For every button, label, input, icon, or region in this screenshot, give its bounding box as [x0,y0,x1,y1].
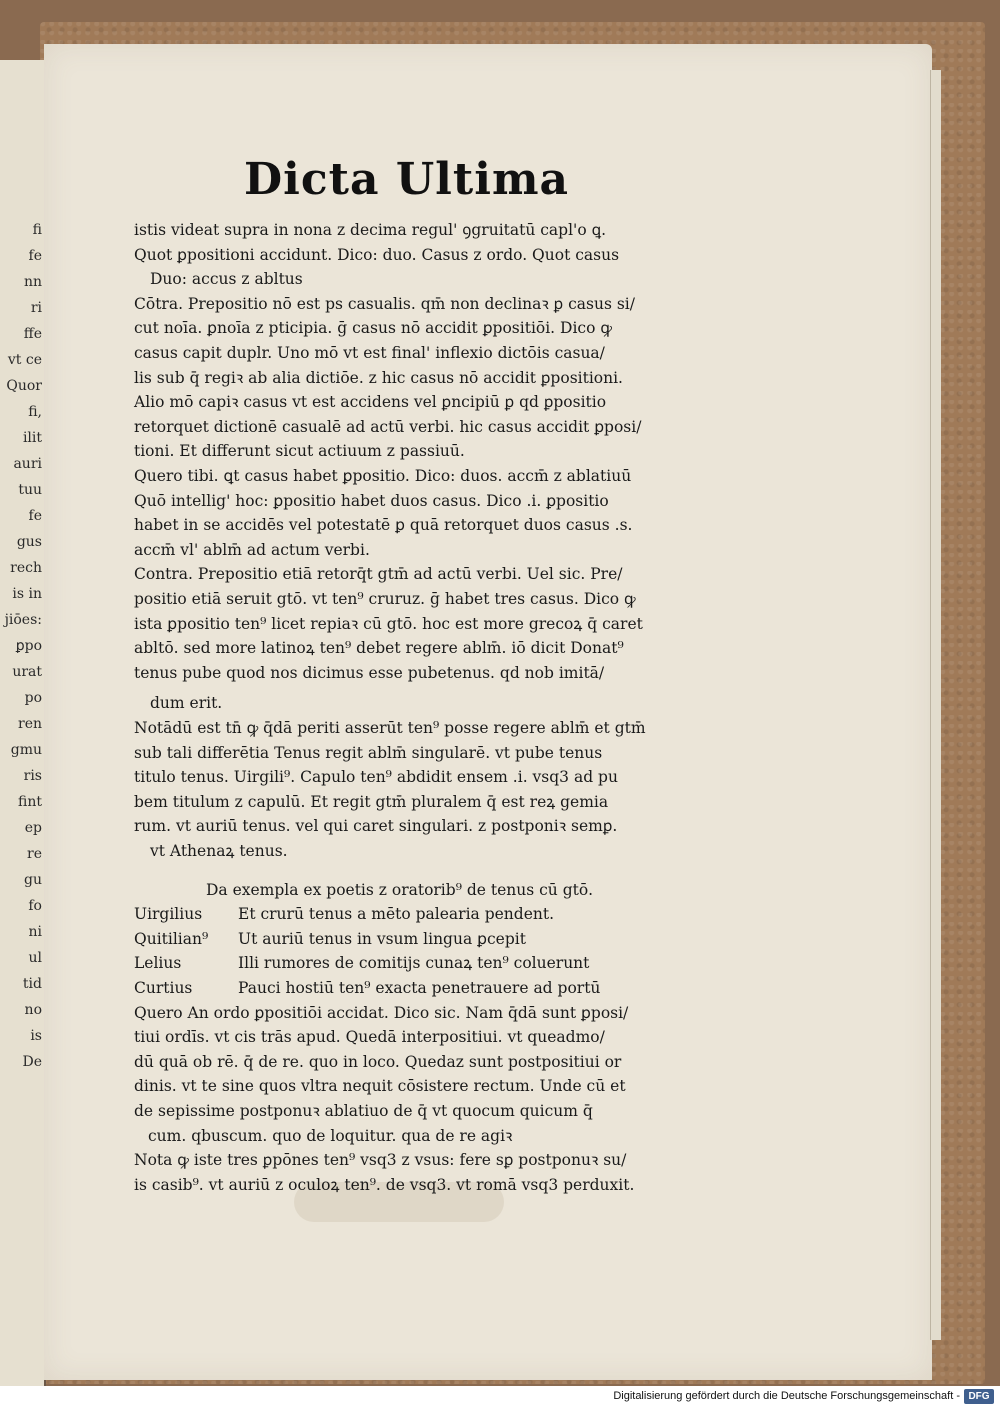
text-line: istis videat supra in nona z decima regul' ꝯgruitatū capl'o ꝗ. [134,221,607,239]
text-line: habet in se accidēs vel potestatē ꝑ quā retorquet duos casus .s. [134,516,633,535]
text-line: de sepissime postponuꝛ ablatiuo de q̄ vt quocum quicum q̄ [134,1102,593,1120]
text-line: cut noīa. ꝑnoīa z pticipia. ḡ casus nō accidit ꝑpositiōi. Dico ꝙ [134,319,613,338]
text-line: Quot ꝑpositioni accidunt. Dico: duo. Casus z ordo. Quot casus [134,245,620,264]
left-page-fragment: ep [24,820,42,836]
text-line: Notādū est tn̄ ꝙ q̄dā periti asserūt ten⁹ posse regere ablm̄ et gtm̄ [134,719,646,737]
text-line: ista ꝑpositio ten⁹ licet repiaꝛ cū gtō. hoc est more grecoꝝ q̄ caret [134,614,643,633]
example-author: Uirgilius [134,905,203,924]
left-page-fragment: vt ce [7,352,42,368]
text-line: titulo tenus. Uirgili⁹. Capulo ten⁹ abdidit ensem .i. vsq3 ad pu [134,768,618,787]
text-line: dū quā ob rē. q̄ de re. quo in loco. Quedaz sunt postpositiui or [134,1052,622,1071]
text-line: Quero An ordo ꝑpositiōi accidat. Dico sic. Nam q̄dā sunt ꝑposi/ [134,1003,629,1022]
text-line: abltō. sed more latinoꝝ ten⁹ debet regere ablm̄. iō dicit Donat⁹ [134,639,624,658]
text-line: Quero tibi. ꝗt casus habet ꝑpositio. Dico: duos. accm̄ z ablatiuū [134,467,632,485]
text-line: is casib⁹. vt auriū z oculoꝝ ten⁹. de vsq3. vt romā vsq3 perduxit. [134,1175,635,1194]
text-line: Nota ꝙ iste tres ꝑpōnes ten⁹ vsq3 z vsus: fere sꝑ postponuꝛ su/ [134,1151,627,1170]
left-page-fragment: fe [28,248,42,264]
footer-bar [0,1386,1000,1408]
left-page-fragment: fint [18,794,42,810]
example-quote: Et crurū tenus a mēto palearia pendent. [238,905,555,924]
text-line: bem titulum z capulū. Et regit gtm̄ pluralem q̄ est reꝝ gemia [134,792,609,811]
left-page-fragment: ꝑpo [15,638,42,654]
text-line: cum. qbuscum. quo de loquitur. qua de re agiꝛ [148,1126,513,1145]
text-line: Da exempla ex poetis z oratorib⁹ de tenus cū gtō. [206,880,594,899]
text-line: vt Athenaꝝ tenus. [150,842,288,860]
footer-credit: Digitalisierung gefördert durch die Deutsche Forschungsgemeinschaft - [613,1390,960,1402]
example-quote: Ut auriū tenus in vsum lingua ꝑcepit [238,929,526,948]
text-line: tiui ordīs. vt cis trās apud. Quedā interpositiui. vt queadmo/ [134,1028,605,1047]
left-page-fragment: Quor [6,378,42,394]
left-page-fragment: gmu [10,742,42,758]
left-page-fragment: ris [23,768,42,784]
left-page-fragment: ren [18,716,42,732]
left-page-fragment: ri [30,300,42,316]
left-page-fragment: jiōes: [4,612,42,628]
left-page-fragment: gus [16,534,42,550]
text-line: Duo: accus z abltus [150,270,303,289]
left-page-fragment: re [27,846,42,862]
text-line: dinis. vt te sine quos vltra nequit cōsistere rectum. Unde cū et [134,1077,626,1096]
left-page-fragment: auri [13,456,42,472]
text-line: Quō intellig' hoc: ꝑpositio habet duos casus. Dico .i. ꝑpositio [134,491,609,510]
left-page-fragment: is in [12,586,42,602]
book-page [44,44,932,1380]
text-line: tioni. Et differunt sicut actiuum z passiuū. [134,442,465,461]
left-page-fragment: ilit [22,430,42,446]
left-page-fragment: rech [10,560,42,576]
left-page-fragment: gu [24,872,42,888]
text-line: casus capit duplr. Uno mō vt est final' inflexio dictōis casua/ [134,344,605,362]
page-title: Dicta Ultima [244,154,570,205]
example-quote: Illi rumores de comitijs cunaꝝ ten⁹ coluerunt [238,954,590,973]
example-author: Lelius [134,954,182,973]
left-page-fragment: urat [12,664,42,680]
left-page-fragment: is [30,1028,42,1044]
text-line: dum erit. [150,694,223,713]
left-page-edge [0,60,46,1386]
text-line: tenus pube quod nos dicimus esse pubetenus. qd nob imitā/ [134,663,605,682]
text-line: retorquet dictionē casualē ad actū verbi. hic casus accidit ꝑposi/ [134,417,642,436]
text-line: Contra. Prepositio etiā retorq̄t gtm̄ ad actū verbi. Uel sic. Pre/ [134,565,623,584]
left-page-fragment: fe [28,508,42,524]
left-page-fragment: no [24,1002,42,1018]
left-page-fragment: tuu [18,482,42,498]
example-author: Quitilian⁹ [134,929,209,948]
text-line: sub tali differētia Tenus regit ablm̄ singularē. vt pube tenus [134,743,603,762]
text-line: lis sub q̄ regiꝛ ab alia dictiōe. z hic casus nō accidit ꝑpositioni. [134,368,623,387]
example-quote: Pauci hostiū ten⁹ exacta penetrauere ad portū [238,979,601,997]
left-page-fragment: ul [28,950,42,966]
dfg-logo: DFG [964,1389,994,1404]
page-stack-edge [930,70,941,1340]
text-line: rum. vt auriū tenus. vel qui caret singulari. z postponiꝛ semꝑ. [134,817,618,836]
text-line: Alio mō capiꝛ casus vt est accidens vel ꝑncipiū ꝑ qd ꝑpositio [134,393,607,412]
text-line: positio etiā seruit gtō. vt ten⁹ cruruz. ḡ habet tres casus. Dico ꝙ [134,590,636,608]
left-page-fragment: fi [32,222,42,238]
text-line: accm̄ vl' ablm̄ ad actum verbi. [134,540,370,559]
left-page-fragment: ffe [23,326,42,342]
left-page-fragment: fo [28,898,42,914]
example-author: Curtius [134,979,193,997]
left-page-fragment: nn [23,274,42,290]
left-page-fragment: po [24,690,42,706]
left-page-fragment: tid [22,976,42,992]
left-page-fragment: fi, [28,404,42,420]
left-page-fragment: ni [28,924,42,940]
left-page-fragment: De [22,1054,42,1070]
text-line: Cōtra. Prepositio nō est ps casualis. qm̄ non declinaꝛ ꝑ casus si/ [134,294,635,313]
